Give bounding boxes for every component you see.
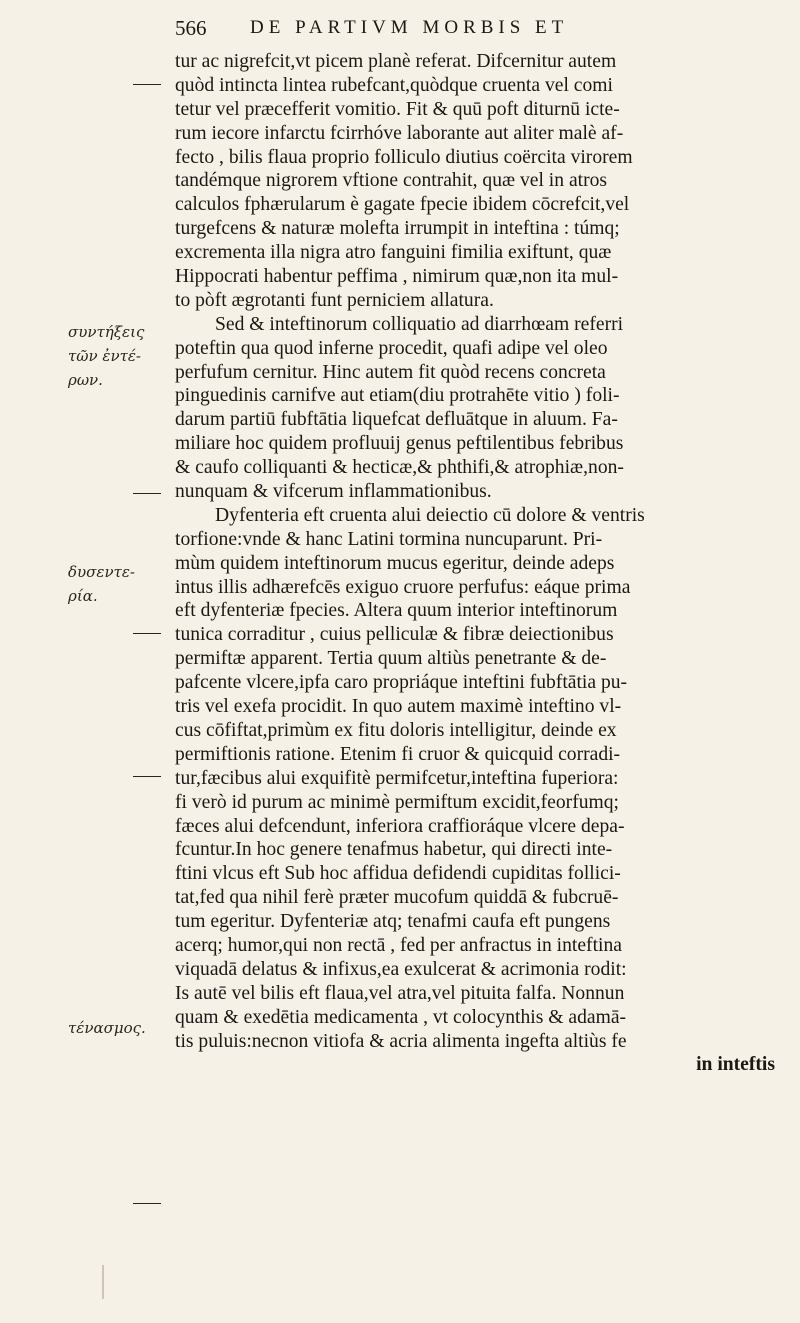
text-line: permiftæ apparent. Tertia quum altiùs penetrante & de-	[175, 648, 607, 670]
paragraph-start-line: Dyfenteria eft cruenta alui deiectio cū dolore & ventris	[215, 504, 645, 526]
text-line: fecto , bilis flaua proprio folliculo diutius coërcita virorem	[175, 146, 633, 168]
text-line: Hippocrati habentur peffima , nimirum quæ,non ita mul-	[175, 266, 619, 288]
text-line: pinguedinis carnifve aut etiam(diu protrahēte vitio ) foli-	[175, 385, 620, 407]
text-line: tandémque nigrorem vftione contrahit, quæ vel in atros	[175, 170, 608, 192]
margin-dash	[133, 84, 161, 85]
paper-mark	[102, 1265, 104, 1299]
text-line: mùm quidem inteftinorum mucus egeritur, deinde adeps	[175, 552, 615, 574]
text-line: tur ac nigrefcit,vt picem planè referat. Difcernitur autem	[175, 51, 617, 72]
text-line: calculos fphærularum è gagate fpecie ibidem cōcrefcit,vel	[175, 194, 630, 216]
text-line: tur,fæcibus alui exquifitè permifcetur,inteftina fuperiora:	[175, 767, 619, 789]
text-line: turgefcens & naturæ molefta irrumpit in inteftina : túmq;	[175, 218, 620, 240]
text-line: tunica corraditur , cuius pelliculæ & fibræ deiectionibus	[175, 624, 614, 646]
text-line: poteftin qua quod inferne procedit, quafi adipe vel oleo	[175, 337, 608, 359]
text-line: tis puluis:necnon vitiofa & acria alimenta ingefta altiùs fe	[175, 1030, 627, 1052]
margin-note-tenasmos: τένασμος.	[68, 1019, 146, 1037]
margin-note-ria: ρία.	[68, 587, 98, 605]
text-line: fæces alui defcendunt, inferiora craffioráque vlcere depa-	[175, 815, 625, 837]
margin-note-ton-ente: τῶν ἐντέ-	[68, 347, 142, 365]
text-line: torfione:vnde & hanc Latini tormina nuncuparunt. Pri-	[175, 528, 603, 550]
text-line: permiftionis ratione. Etenim fi cruor & quicquid corradi-	[175, 743, 621, 765]
text-line: Is autē vel bilis eft flaua,vel atra,vel pituita falfa. Nonnun	[175, 982, 625, 1004]
text-line: fcuntur.In hoc genere tenafmus habetur, qui directi inte-	[175, 839, 613, 861]
margin-note-dysente: δυσεντε-	[68, 563, 135, 581]
text-line: tetur vel præcefferit vomitio. Fit & quū poft diturnū icte-	[175, 98, 620, 120]
page-header	[175, 16, 795, 44]
text-line: perfufum cernitur. Hinc autem fit quòd recens concreta	[175, 361, 606, 383]
text-line: darum partiū fubftātia liquefcat defluātque in aluum. Fa-	[175, 409, 618, 431]
text-line: to pòft ægrotanti funt perniciem allatura.	[175, 289, 494, 311]
text-line: acerq; humor,qui non rectā , fed per anfractus in inteftina	[175, 934, 622, 956]
text-line: tat,fed qua nihil ferè præter mucofum quiddā & fubcruē-	[175, 887, 619, 909]
margin-dash	[133, 633, 161, 634]
text-line: excrementa illa nigra atro fanguini fimilia exiftunt, quæ	[175, 242, 612, 264]
text-line: cus cōfiftat,primùm ex fitu doloris intelligitur, deinde ex	[175, 719, 617, 741]
text-line: intus illis adhærefcēs exiguo cruore perfufus: eáque prima	[175, 576, 631, 598]
text-line: quam & exedētia medicamenta , vt colocynthis & adamā-	[175, 1006, 627, 1028]
text-line: tris vel exefa procidit. In quo autem maximè inteftino vl-	[175, 696, 622, 718]
text-line: eft dyfenteriæ fpecies. Altera quum interior inteftinorum	[175, 600, 618, 622]
margin-dash	[133, 493, 161, 494]
catchword: in inteftis	[696, 1054, 775, 1076]
text-line: pafcente vlcere,ipfa caro propriáque inteftini fubftātia pu-	[175, 672, 628, 694]
body-text	[175, 50, 795, 1077]
text-line: viquadā delatus & infixus,ea exulcerat & acrimonia rodit:	[175, 958, 627, 980]
text-line: fi verò id purum ac minimè permiftum excidit,feorfumq;	[175, 791, 619, 813]
page-number: 566	[175, 16, 207, 40]
margin-note-ron: ρων.	[68, 371, 103, 389]
text-line: & caufo colliquanti & hecticæ,& phthifi,& atrophiæ,non-	[175, 457, 624, 479]
text-line: ftini vlcus eft Sub hoc affidua defidendi cupiditas follici-	[175, 863, 621, 885]
margin-dash	[133, 776, 161, 777]
text-line: tum egeritur. Dyfenteriæ atq; tenafmi caufa eft pungens	[175, 911, 611, 933]
running-head: DE PARTIVM MORBIS ET	[250, 17, 569, 38]
text-line: rum iecore infarctu fcirrhóve laborante aut aliter malè af-	[175, 122, 624, 144]
text-line: quòd intincta lintea rubefcant,quòdque cruenta vel comi	[175, 74, 613, 96]
paragraph-start-line: Sed & inteftinorum colliquatio ad diarrhœam referri	[215, 313, 624, 335]
margin-dash	[133, 1203, 161, 1204]
margin-note-syntexeis: συντήξεις	[68, 323, 145, 341]
text-line: miliare hoc quidem profluuij genus peftilentibus febribus	[175, 433, 624, 455]
text-line: nunquam & vifcerum inflammationibus.	[175, 481, 492, 503]
